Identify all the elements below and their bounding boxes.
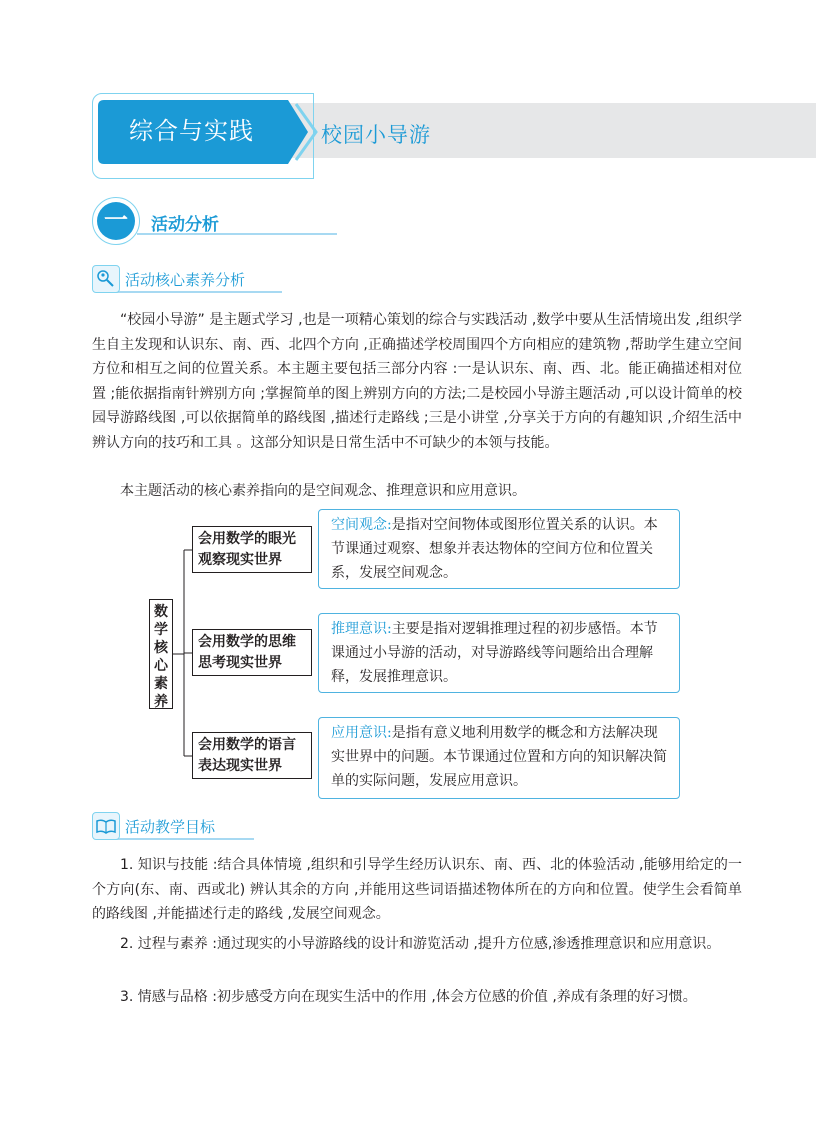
section-number: 一 bbox=[97, 202, 135, 240]
root-char: 数 bbox=[154, 604, 168, 620]
description-keyword: 推理意识: bbox=[331, 621, 392, 637]
root-char: 养 bbox=[154, 694, 168, 710]
subsection-header-core-literacy bbox=[92, 265, 292, 295]
description-text: 是指有意义地利用数学的概念和方法解决现实世界中的问题。本节课通过位置和方向的知识解决简单的实际问题，发展应用意识。 bbox=[331, 725, 667, 789]
subsection-header-teaching-goals bbox=[92, 812, 252, 842]
diagram-description-box bbox=[318, 509, 680, 589]
root-char: 心 bbox=[154, 658, 168, 674]
banner-category: 综合与实践 bbox=[129, 117, 254, 145]
magnifier-person-icon bbox=[92, 265, 120, 293]
diagram-branch-box: 会用数学的语言表达现实世界 bbox=[192, 732, 312, 779]
goal-item-3: 3. 情感与品格 :初步感受方向在现实生活中的作用 ,体会方位感的价值 ,养成有条理的好习惯。 bbox=[120, 989, 697, 1005]
description-text: 是指对空间物体或图形位置关系的认识。本节课通过观察、想象并表达物体的空间方位和位置关系，发展空间观念。 bbox=[331, 517, 658, 581]
diagram-branch-box: 会用数学的思维思考现实世界 bbox=[192, 629, 312, 676]
subsection-title: 活动教学目标 bbox=[125, 818, 216, 836]
subsection-underline bbox=[110, 291, 282, 293]
description-text: 主要是指对逻辑推理过程的初步感悟。本节课通过小导游的活动，对导游路线等问题给出合理解释，发展推理意识。 bbox=[331, 621, 658, 685]
subsection-underline bbox=[110, 838, 254, 840]
diagram-root-core-literacy bbox=[149, 599, 173, 709]
diagram-description-box bbox=[318, 613, 680, 693]
goal-item-1: 1. 知识与技能 :结合具体情境 ,组织和引导学生经历认识东、南、西、北的体验活动 ,能够用给定的一个方向(东、南、西或北) 辨认其余的方向 ,并能用这些词语描述物体所在的方向和位置。使学生会看简单的路线图 ,并能描述行走的路线 ,发展空间观念。 bbox=[92, 857, 742, 922]
section-title: 活动分析 bbox=[151, 215, 219, 235]
analysis-paragraph-2: 本主题活动的核心素养指向的是空间观念、推理意识和应用意识。 bbox=[120, 483, 526, 499]
goal-item-2: 2. 过程与素养 :通过现实的小导游路线的设计和游览活动 ,提升方位感,渗透推理意识和应用意识。 bbox=[120, 936, 721, 952]
diagram-branch-box: 会用数学的眼光观察现实世界 bbox=[192, 526, 312, 573]
description-keyword: 应用意识: bbox=[331, 725, 392, 741]
root-char: 素 bbox=[154, 676, 168, 692]
root-char: 核 bbox=[154, 640, 168, 656]
open-book-icon bbox=[92, 812, 120, 840]
banner-topic: 校园小导游 bbox=[321, 123, 431, 147]
analysis-paragraph-1: “校园小导游” 是主题式学习 ,也是一项精心策划的综合与实践活动 ,数学中要从生活情境出发 ,组织学生自主发现和认识东、南、西、北四个方向 ,正确描述学校周围四个方向相应的建筑物 ,帮助学生建立空间方位和相互之间的位置关系。本主题主要包括三部分内容 :一是认识东、南、西、北。能正确描述相对位置 ;能依据指南针辨别方向 ;掌握简单的图上辨别方向的方法;二是校园小导游主题活动 ,可以设计简单的校园导游路线图 ,可以依据简单的路线图 ,描述行走路线 ;三是小讲堂 ,分享关于方向的有趣知识 ,介绍生活中辨认方向的技巧和工具 。这部分知识是日常生活中不可缺少的本领与技能。 bbox=[92, 312, 742, 451]
subsection-title: 活动核心素养分析 bbox=[125, 271, 246, 289]
section-header bbox=[92, 197, 252, 245]
description-keyword: 空间观念: bbox=[331, 517, 392, 533]
chapter-banner bbox=[92, 93, 739, 178]
diagram-description-box bbox=[318, 717, 680, 799]
root-char: 学 bbox=[154, 622, 168, 638]
